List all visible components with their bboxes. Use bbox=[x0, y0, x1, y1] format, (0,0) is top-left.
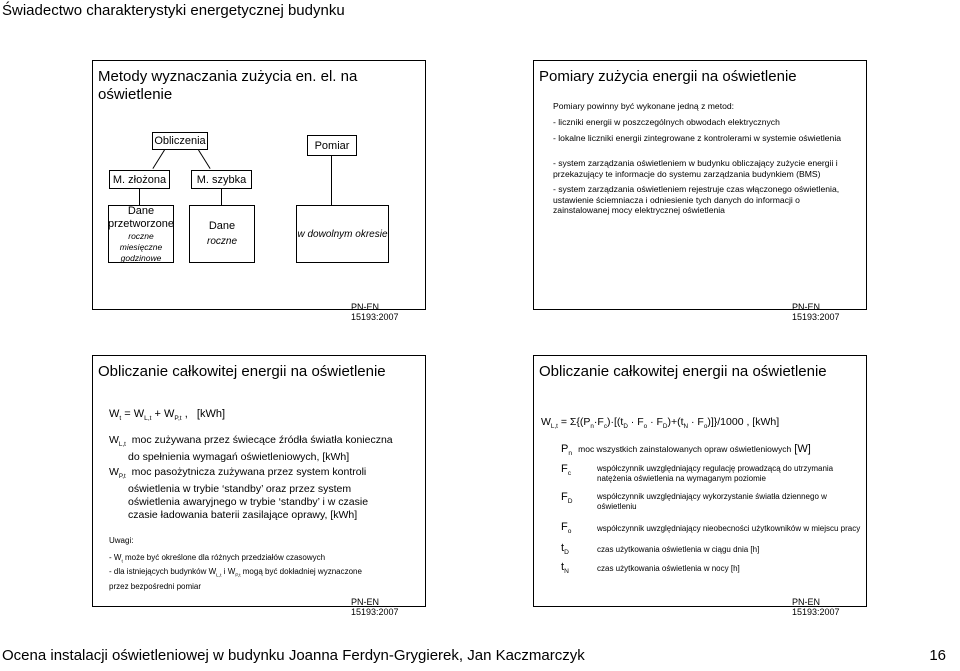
fc-description: współczynnik uwzględniający regulację prowadzącą do utrzymania natężenia oświetlenia na wymaganym poziomie bbox=[597, 464, 834, 483]
page-header: Świadectwo charakterystyki energetycznej budynku bbox=[2, 2, 345, 19]
main-formula: $W_{L,t} = \Sigma\{(P_n\cdot F_c)\cdot[(t_D \cdot F_o \cdot F_D)+(t_N \cdot F_o)]\}/1000$ , [kWh] bbox=[541, 416, 780, 431]
slide-title: Metody wyznaczania zużycia en. el. na oświetlenie bbox=[98, 68, 358, 103]
pomiar-box: Pomiar bbox=[307, 135, 357, 156]
m-zlozona-box: M. złożona bbox=[109, 170, 170, 189]
dowolny-okres-box: w dowolnym okresie bbox=[296, 205, 389, 263]
page-footer: Ocena instalacji oświetleniowej w budynku Joanna Ferdyn-Grygierek, Jan Kaczmarczyk bbox=[2, 647, 585, 664]
connector-line bbox=[152, 150, 165, 169]
dane-przetworzone-box: Dane przetworzone roczne miesięczne godzinowe bbox=[107, 204, 175, 263]
slide-total-energy-formula bbox=[533, 355, 867, 617]
tn-description: czas użytkowania oświetlenia w nocy [h] bbox=[597, 564, 740, 573]
page-number: 16 bbox=[929, 647, 946, 664]
fd-description: współczynnik uwzględniający wykorzystanie światła dziennego w oświetleniu bbox=[597, 492, 827, 511]
slide-title: Obliczanie całkowitej energii na oświetlenie bbox=[98, 363, 386, 380]
connector-line bbox=[198, 150, 211, 169]
wlt-definition: $W_{L,t}$ moc zużywana przez świecące źródła światła konieczna do spełnienia wymagań oświetleniowych, [kWh] bbox=[109, 434, 393, 464]
slide-footer: PN-EN 15193:2007 bbox=[351, 597, 399, 617]
fc-definition: $F_c$ bbox=[561, 463, 572, 478]
slide-footer: PN-EN 15193:2007 bbox=[351, 302, 399, 322]
paragraph: - system zarządzania oświetleniem w budynku obliczający zużycie energii i przekazujący te informacje do systemu zarządzania budynkiem (BMS) bbox=[553, 158, 838, 179]
paragraph: Pomiary powinny być wykonane jedną z metod: bbox=[553, 101, 735, 111]
slide-total-energy bbox=[92, 355, 426, 617]
td-description: czas użytkowania oświetlenia w ciągu dnia [h] bbox=[597, 545, 760, 554]
wpt-definition: $W_{P,t}$ moc pasożytnicza zużywana przez system kontroli oświetlenia w trybie ‘standby’ oraz przez system oświetlenia awaryjnego w trybie ‘standby’ i w czasie czasie ładowania baterii zasilające oprawy, [kWh] bbox=[109, 466, 369, 522]
paragraph: - liczniki energii w poszczególnych obwodach elektrycznych bbox=[553, 117, 780, 127]
slide-title: Obliczanie całkowitej energii na oświetlenie bbox=[539, 363, 827, 380]
fd-definition: $F_D$ bbox=[561, 491, 573, 506]
connector-line bbox=[221, 189, 222, 205]
fo-description: współczynnik uwzględniający nieobecności użytkowników w miejscu pracy bbox=[597, 524, 861, 533]
slide-footer: PN-EN 15193:2007 bbox=[792, 597, 840, 617]
note: - dla istniejących budynków $W_{L,t}$ i $W_{P,t}$ mogą być dokładniej wyznaczone przez bezpośredni pomiar bbox=[109, 567, 362, 591]
obliczenia-box: Obliczenia bbox=[152, 132, 208, 150]
fo-definition: $F_o$ bbox=[561, 521, 572, 536]
paragraph: - lokalne liczniki energii zintegrowane z kontrolerami w systemie oświetlenia bbox=[553, 133, 842, 143]
td-definition: $t_D$ bbox=[561, 542, 569, 557]
slide-measurements bbox=[533, 60, 867, 322]
connector-line bbox=[331, 156, 332, 205]
main-equation: $W_t = W_{L,t} + W_{P,t}$ , [kWh] bbox=[109, 408, 226, 423]
slide-methods bbox=[92, 60, 426, 322]
slide-title: Pomiary zużycia energii na oświetlenie bbox=[539, 68, 797, 85]
m-szybka-box: M. szybka bbox=[191, 170, 252, 189]
connector-line bbox=[139, 189, 140, 205]
dane-roczne-box: Dane roczne bbox=[189, 205, 255, 263]
pn-definition: $P_n$ moc wszystkich zainstalowanych opraw oświetleniowych [W] bbox=[561, 443, 811, 458]
paragraph: - system zarządzania oświetleniem rejestruje czas włączonego oświetlenia, ustawienie ściemniacza i odniesienie tych danych do informacji o zainstalowanej mocy elektrycznej oświetlenia bbox=[553, 184, 840, 215]
slide-footer: PN-EN 15193:2007 bbox=[792, 302, 840, 322]
note: - $W_t$ może być określone dla różnych przedziałów czasowych bbox=[109, 553, 326, 565]
tn-definition: $t_N$ bbox=[561, 561, 569, 576]
notes-heading: Uwagi: bbox=[109, 536, 134, 545]
